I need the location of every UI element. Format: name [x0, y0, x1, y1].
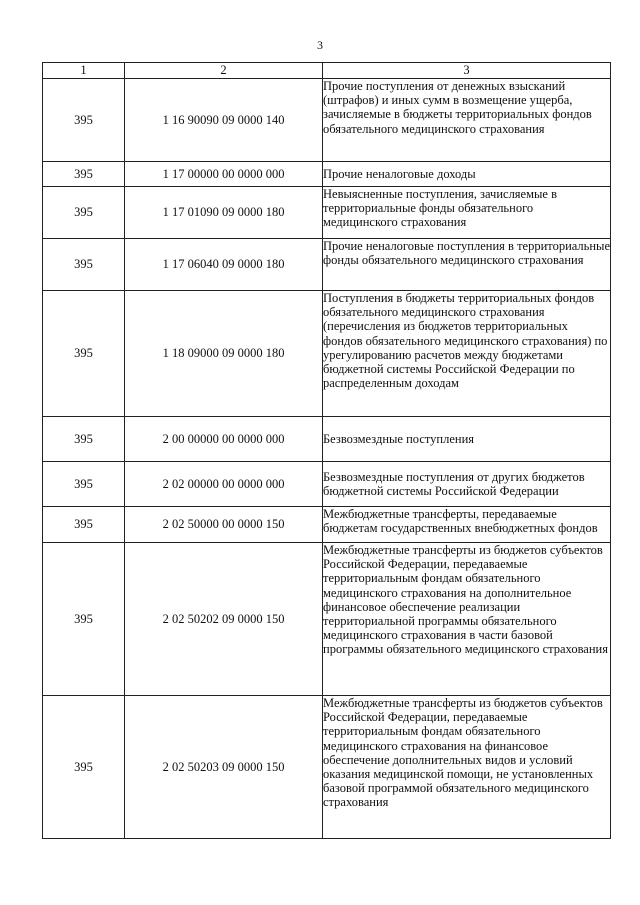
table-row — [43, 417, 611, 462]
table-row — [43, 79, 611, 162]
admin-code-cell: 395 — [43, 79, 125, 162]
admin-code-cell: 395 — [43, 417, 125, 462]
page-number: 3 — [317, 38, 323, 52]
table-row — [43, 291, 611, 417]
income-name-cell: Межбюджетные трансферты из бюджетов субъектов Российской Федерации, передаваемые территориальным фондам обязательного медицинского страхования на дополнительное финансовое обеспечение реализации территориальной программы обязательного медицинского страхования в части базовой программы обязательного медицинского страхования — [323, 543, 611, 696]
budget-code-cell: 1 17 01090 09 0000 180 — [125, 187, 323, 239]
admin-code-cell: 395 — [43, 543, 125, 696]
table-row — [43, 543, 611, 696]
table-header-row — [43, 63, 611, 79]
column-header-2: 2 — [125, 63, 323, 79]
table-row — [43, 696, 611, 839]
income-name-cell: Безвозмездные поступления — [323, 417, 611, 462]
column-header-3: 3 — [323, 63, 611, 79]
admin-code-cell: 395 — [43, 187, 125, 239]
budget-code-cell: 2 02 50000 00 0000 150 — [125, 507, 323, 543]
table-row — [43, 462, 611, 507]
budget-code-cell: 1 17 00000 00 0000 000 — [125, 162, 323, 187]
income-name-cell: Межбюджетные трансферты, передаваемые бюджетам государственных внебюджетных фондов — [323, 507, 611, 543]
budget-code-cell: 2 02 00000 00 0000 000 — [125, 462, 323, 507]
income-name-cell: Прочие неналоговые поступления в территориальные фонды обязательного медицинского страхования — [323, 239, 611, 291]
table-row — [43, 507, 611, 543]
income-name-cell: Прочие неналоговые доходы — [323, 162, 611, 187]
budget-codes-table — [42, 62, 611, 839]
admin-code-cell: 395 — [43, 462, 125, 507]
admin-code-cell: 395 — [43, 507, 125, 543]
income-name-cell: Безвозмездные поступления от других бюджетов бюджетной системы Российской Федерации — [323, 462, 611, 507]
income-name-cell: Прочие поступления от денежных взысканий (штрафов) и иных сумм в возмещение ущерба, зачисляемые в бюджеты территориальных фондов обязательного медицинского страхования — [323, 79, 611, 162]
admin-code-cell: 395 — [43, 239, 125, 291]
table-row — [43, 239, 611, 291]
income-name-cell: Поступления в бюджеты территориальных фондов обязательного медицинского страхования (перечисления из бюджетов территориальных фондов обязательного медицинского страхования) по урегулированию расчетов между бюджетами бюджетной системы Российской Федерации по распределенным доходам — [323, 291, 611, 417]
budget-code-cell: 2 00 00000 00 0000 000 — [125, 417, 323, 462]
budget-code-cell: 2 02 50202 09 0000 150 — [125, 543, 323, 696]
table-row — [43, 187, 611, 239]
budget-code-cell: 1 17 06040 09 0000 180 — [125, 239, 323, 291]
budget-code-cell: 2 02 50203 09 0000 150 — [125, 696, 323, 839]
table-row — [43, 162, 611, 187]
admin-code-cell: 395 — [43, 291, 125, 417]
admin-code-cell: 395 — [43, 696, 125, 839]
budget-code-cell: 1 18 09000 09 0000 180 — [125, 291, 323, 417]
admin-code-cell: 395 — [43, 162, 125, 187]
income-name-cell: Невыясненные поступления, зачисляемые в территориальные фонды обязательного медицинского страхования — [323, 187, 611, 239]
budget-code-cell: 1 16 90090 09 0000 140 — [125, 79, 323, 162]
column-header-1: 1 — [43, 63, 125, 79]
income-name-cell: Межбюджетные трансферты из бюджетов субъектов Российской Федерации, передаваемые территориальным фондам обязательного медицинского страхования на финансовое обеспечение дополнительных видов и условий оказания медицинской помощи, не установленных базовой программой обязательного медицинского страхования — [323, 696, 611, 839]
